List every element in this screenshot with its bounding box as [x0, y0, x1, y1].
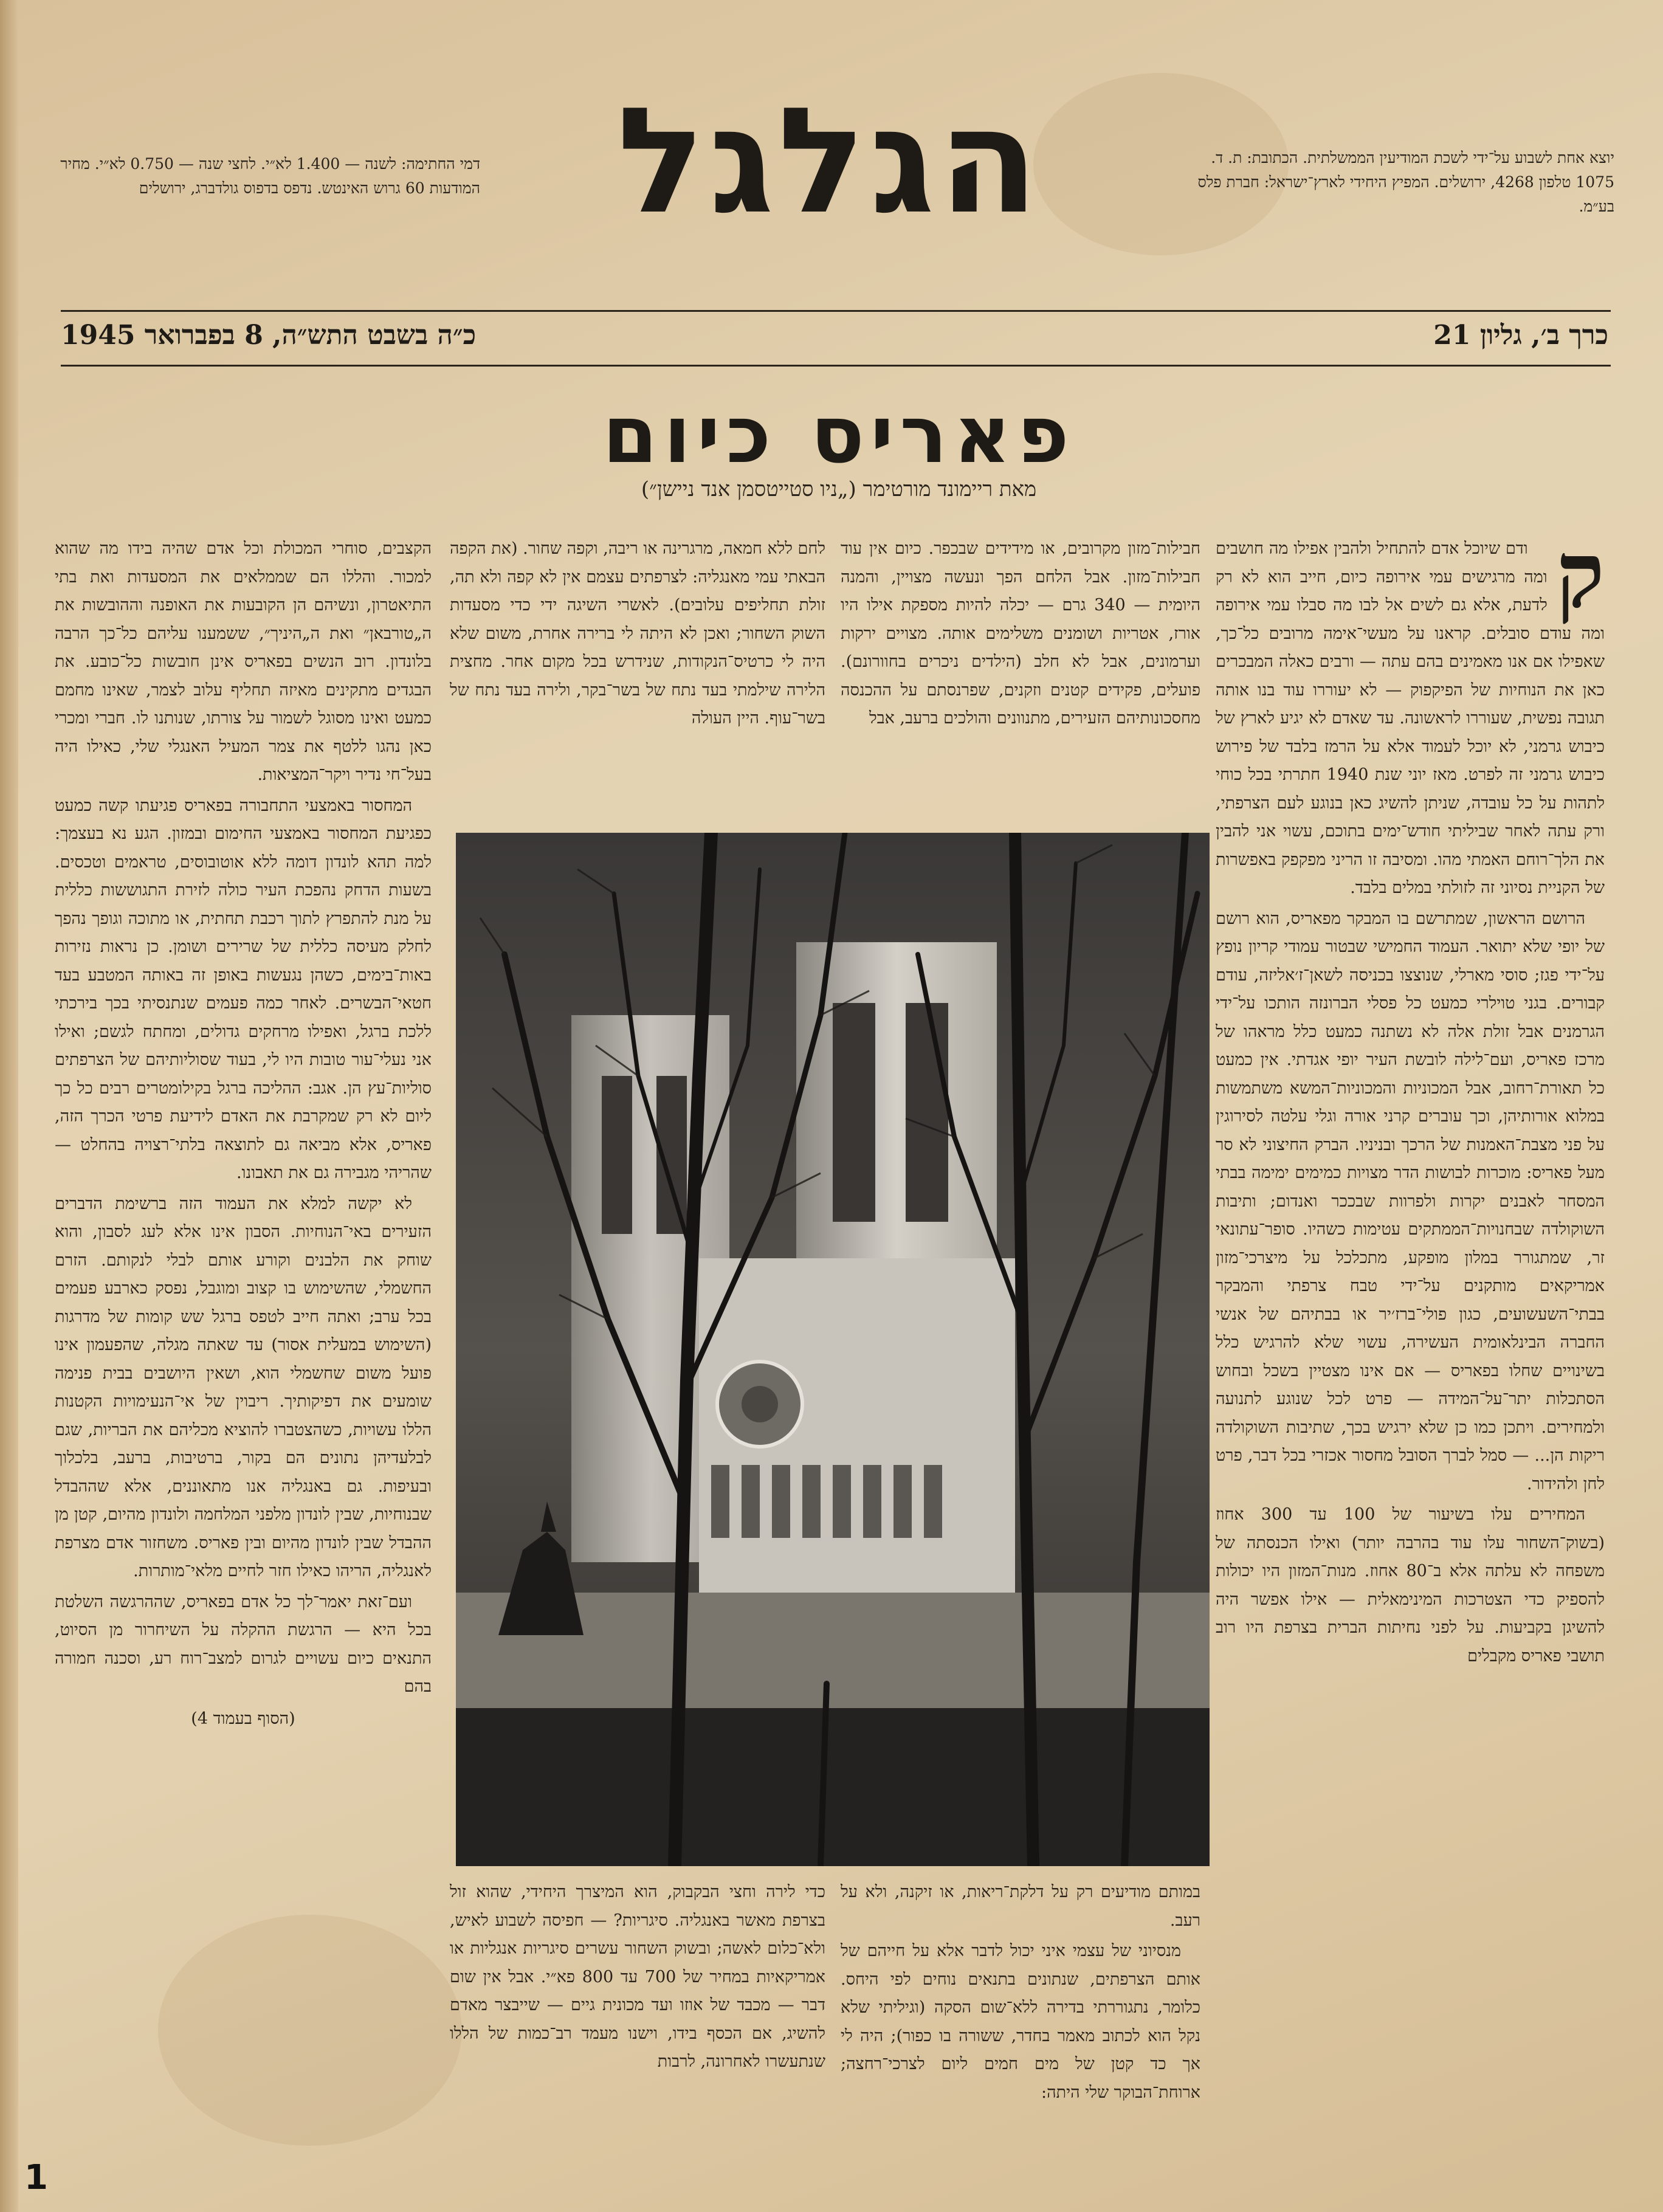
subscription-info: דמי החתימה: לשנה — 1.400 לא״י. לחצי שנה — 0.750 לא״י. מחיר המודעות 60 גרוש האינטש. נדפס בדפוס גולדברג, ירושלים [60, 155, 480, 197]
paragraph: הרושם הראשון, שמתרשם בו המבקר מפאריס, הוא רושם של יופי שלא יתואר. העמוד החמישי שבטור עמודי קריון נופץ על־ידי פגז; סוסי מארלי, שנוצצו בכניסה לשאן־ז׳אליזה, עודם קבורים. בגני טוילרי כמעט כל פסלי הברונזה הותכו על־ידי הגרמנים אבל זולת אלה לא נשתנה כמעט כלל מראהו של מרכז פאריס, ועם־לילה לובשת העיר יופי אגדתי. אין כמעט כל תאורת־רחוב, אבל המכוניות והמכוניות־המשא משתמשות במלוא אורותיהן, וכך עוברים קרני אורה וגלי עלטה לסירוגין על פני מצבת־האמנות של הרכך ובניניו. הברק החיצוני לא סר מעל פאריס: מוכרות לבושות הדר מצויות כמימים ימימה בבתי המסחר לאבנים יקרות ולפרוות שבככר ואנדום; ותיבות השוקולדה שבחנויות־הממתקים עטימות כשהיו. סופר־עתונאי זר, שמתגורר במלון מופקע, מתכלכל על מיצרכי־מזון אמריקאים מותקנים על־ידי טבח צרפתי והמבקר בבתי־השעשועים, כגון פולי־ברז׳יר או בבתיהם של אנשי החברה הבינלאומית העשירה, עשוי שלא להרגיש כלל בשינויים שחלו בפאריס — אם אינו מצטיין בשכל ובחוש הסתכלות יתר־על־המידה — פרט לכל שנוגע לתנועה ולמחירים. ויתכן כמו כן שלא ירגיש בכך, שתיבות השוקולדה ריקות הן... — סמל לברך הסובל מחסור אכזרי בכל דבר, פרט לחן ולהידור. [1216, 909, 1605, 1494]
issue-date: כ״ה בשבט התש״ה, 8 בפברואר 1945 [61, 320, 477, 351]
article-column-4 [55, 535, 432, 2188]
paragraph: חבילות־מזון מקרובים, או מידידים שבכפר. כיום אין עוד חבילות־מזון. אבל הלחם הפך ונעשה מצויין, והמנה היומית — 340 גרם — יכלה להיות מספקת אילו היו אורז, אטריות ושומנים משלימים אותה. מצויים ירקות וערמונים, אבל לא חלב (הילדים ניכרים בחוורונם). פועלים, פקידים קטנים וזקנים, שפרנסתם על ההכנסה מחסכונותיהם הזעירים, מתנוונים והולכים ברעב, אבל [841, 539, 1200, 728]
paragraph: המחסור באמצעי התחבורה בפאריס פגיעתו קשה כמעט כפגיעת המחסור באמצעי החימום ובמזון. הגע נא בעצמך: למה תהא לונדון דומה ללא אוטובוסים, טראמים וטכסים. בשעות הדחק נהפכת העיר כולה לזירת התגוששות כללית על מנת להתפרץ לתוך רכבת תחתית, או מתוכה וגופך נהפך לחלק מעיסה כללית של שרירים ושומן. כן נראות נזירות באות־בימים, כשהן נגעשות באופן זה באותה המטבע בעד חטאי־הבשרים. לאחר כמה פעמים שנתנסיתי בכך בירכתי ללכת ברגל, ואפילו מרחקים גדולים, ומחתח לגשם; ואילו אני נעלי־עור טובות היו לי, בעוד שסוליותיהם של הצרפתים סוליות־עץ הן. אגב: ההליכה ברגל בקילומטרים רבים כל כך ליום לא רק שמקרבת את האדם לידיעת פרטי הכרך הזה, פאריס, אלא מביאה גם לתוצאה בלתי־רצויה בהחלט — שהריהי מגבירה גם את תאבונו. [55, 796, 432, 1182]
paragraph: הקצבים, סוחרי המכולת וכל אדם שהיה בידו מה שהוא למכור. והללו הם שממלאים את המסעדות ואת בתי התיאטרון, ונשיהם הן הקובעות את האופנה וההובשות את ה„טורבאן״ ואת ה„היניך״, ששמענו עליהם כל־כך הרבה בלונדון. רוב הנשים בפאריס אינן חובשות כל־כובע. את הבגדים מתקינים מאיזה תחליף עלוב לצמר, שאינו מחמם כמעט ואינו מסוגל לשמור על צורתו, שנותנו לו. חברי ומכרי כאן נהגו ללטף את צמר המעיל האנגלי שלי, כאילו היה בעל־חי נדיר ויקר־המציאות. [55, 539, 432, 784]
masthead-rule-top [61, 310, 1611, 312]
continued-note: (הסוף בעמוד 4) [191, 1709, 295, 1728]
paragraph: המחירים עלו בשיעור של 100 עד 300 אחוז (בשוק־השחור עלו עוד בהרבה יותר) ואילו הכנסתה של משפחה לא עלתה אלא ב־80 אחוז. מנות־המזון היו יכולות להספיק כדי הצטרכות המינימאלית — אילו אפשר היה להשיגן בקביעות. על לפני נחיתות הברית בצרפת היו רוב תושבי פאריס מקבלים [1216, 1505, 1605, 1666]
paragraph: במותם מודיעים רק על דלקת־ריאות, או זיקנה, ולא על רעב. [841, 1883, 1200, 1930]
article-byline: מאת ריימונד מורטימר („ניו סטייטסמן אנד ניישן״) [641, 477, 1037, 501]
paragraph: ועם־זאת יאמר־לך כל אדם בפאריס, שההרגשה השלטת בכל היא — הרגשת ההקלה על השיחרור מן הסיוט, התנאים כיום עשויים לגרום למצב־רוח רע, וסכנה חמורה בהם [55, 1592, 432, 1696]
article-column-1 [1216, 535, 1605, 2188]
article-column-3-bottom [450, 1878, 825, 2194]
paragraph: לא יקשה למלא את העמוד הזה ברשימת הדברים הזעירים באי־הנוחיות. הסבון אינו אלא לעג לסבון, והוא שוחק את הלבנים וקורע אותם לבלי לנקותם. הזרם החשמלי, שהשימוש בו קצוב ומוגבל, נפסק כארבע פעמים בכל ערב; ואתה חייב לטפס ברגל שש קומות של מדרגות (השימוש במעלית אסור) עד שאתה מגלה, שהפעמון אינו פועל משום שחשמלי הוא, ושאין היושבים בבית פנימה שומעים את דפיקותיך. ריבוין של אי־הנעימויות הקטנות הללו עשויות, כשהצטברו להוציא מכליהם את הבריות, שגם לבלעדיהן נתונים הם בקור, ברטיבות, ברעב, בלכלוך ובעיפות. גם באנגליה אנו מתאוננים, אלא שההבדל שבנוחיות, שבין לונדון מלפני המלחמה ולונדון מהיום, קטן מן ההבדל שבין לונדון מהיום ובין פאריס. משחזור אדם מצרפת לאנגליה, הריהו כאילו חזר לחיים מלאי־מותרות. [55, 1194, 432, 1580]
page-edge [0, 0, 18, 2212]
paragraph: מנסיוני של עצמי איני יכול לדבר אלא על חייהם של אותם הצרפתים, שנתונים בתנאים נוחים לפי היחס. כלומר, נתגוררתי בדירה ללא־שום הסקה (וגיליתי שלא נקל הוא לכתוב מאמר בחדר, ששורה בו כפור); היה לי אך כד קטן של מים חמים ליום לצרכי־רחצה; ארוחת־הבוקר שלי היתה: [841, 1942, 1200, 2102]
article-column-2-top [841, 535, 1200, 839]
paragraph: כדי לירה וחצי הבקבוק, הוא המיצרך היחידי, שהוא זול בצרפת מאשר באנגליה. סיגריות? — חפיסה לשבוע לאיש, ולא־כלום לאשה; ובשוק השחור עשרים סיגריות אנגליות או אמריקאיות במחיר של 700 עד 800 פא״י. אבל אין שום דבר — מכבד של אוזו ועד מכונית גיים — שייבצר מאדם להשיג, אם הכסף בידו, וישנו מעמד רב־כמות של הללו שנתעשרו לאחרונה, לרבות [450, 1883, 825, 2071]
cathedral-illustration [456, 833, 1210, 1866]
article-column-2-bottom [841, 1878, 1200, 2194]
notre-dame-photo [456, 833, 1210, 1866]
article-headline: פאריס כיום [602, 388, 1075, 481]
issue-volume: כרך ב׳, גליון 21 [1433, 320, 1608, 351]
masthead-rule-bottom [61, 365, 1611, 367]
drop-cap: ק [1555, 535, 1605, 629]
masthead-title: הגלגל [617, 76, 1042, 246]
paragraph: לחם ללא חמאה, מרגרינה או ריבה, וקפה שחור. (את הקפה הבאתי עמי מאנגליה: לצרפתים עצמם אין לא קפה ולא תה, זולת תחליפים עלובים). לאשרי השיגה ידי כדי מסעדות השוק השחור; ואכן לא היתה לי ברירה אחרת, משום שלא היה לי כרטיס־הנקודות, שנידרש בכל מקום אחר. מחצית הלירה שילמתי בעד נתח של בשר־בקר, ולירה בעד נתח של בשר־עוף. היין העולה [450, 539, 825, 728]
page-number: 1 [24, 2158, 48, 2197]
publisher-info: יוצא אחת לשבוע על־ידי לשכת המודיעין הממשלתית. הכתובת: ת. ד. 1075 טלפון 4268, ירושלים. המפיץ היחידי לארץ־ישראל: חברת פלס בע״מ. [1197, 149, 1614, 215]
article-column-3-top [450, 535, 825, 839]
paragraph: ודם שיוכל אדם להתחיל ולהבין אפילו מה חושבים ומה מרגישים עמי אירופה כיום, חייב הוא לא רק לדעת, אלא גם לשים אל לבו מה סבלו עמי אירופה ומה עודם סובלים. קראנו על מעשי־אימה מרובים כל־כך, שאפילו אם אנו מאמינים בהם עתה — ורבים כאלה המבכרים כאן את הנוחיות של הפיקפוק — לא יעוררו עוד בנו אותה תגובה נפשית, שעוררו לראשונה. עד שאדם לא יגיע לארץ של כיבוש גרמני, לא יוכל לעמוד אלא על הרמז בלבד של פירוש כיבוש גרמני זה לפרט. מאז יוני שנת 1940 חתרתי בכל כוחי לתהות על כל עובדה, שניתן להשיג כאן בנוגע לעם הצרפתי, ורק עתה לאחר שביליתי חודש־ימים בתוכם, עשוי אני להבין את הלך־רוחם האמתי מהו. ומסיבה זו הריני מפקפק באפשרות של הקניית נסיוני זה לזולתי במלים בלבד. [1216, 539, 1605, 897]
